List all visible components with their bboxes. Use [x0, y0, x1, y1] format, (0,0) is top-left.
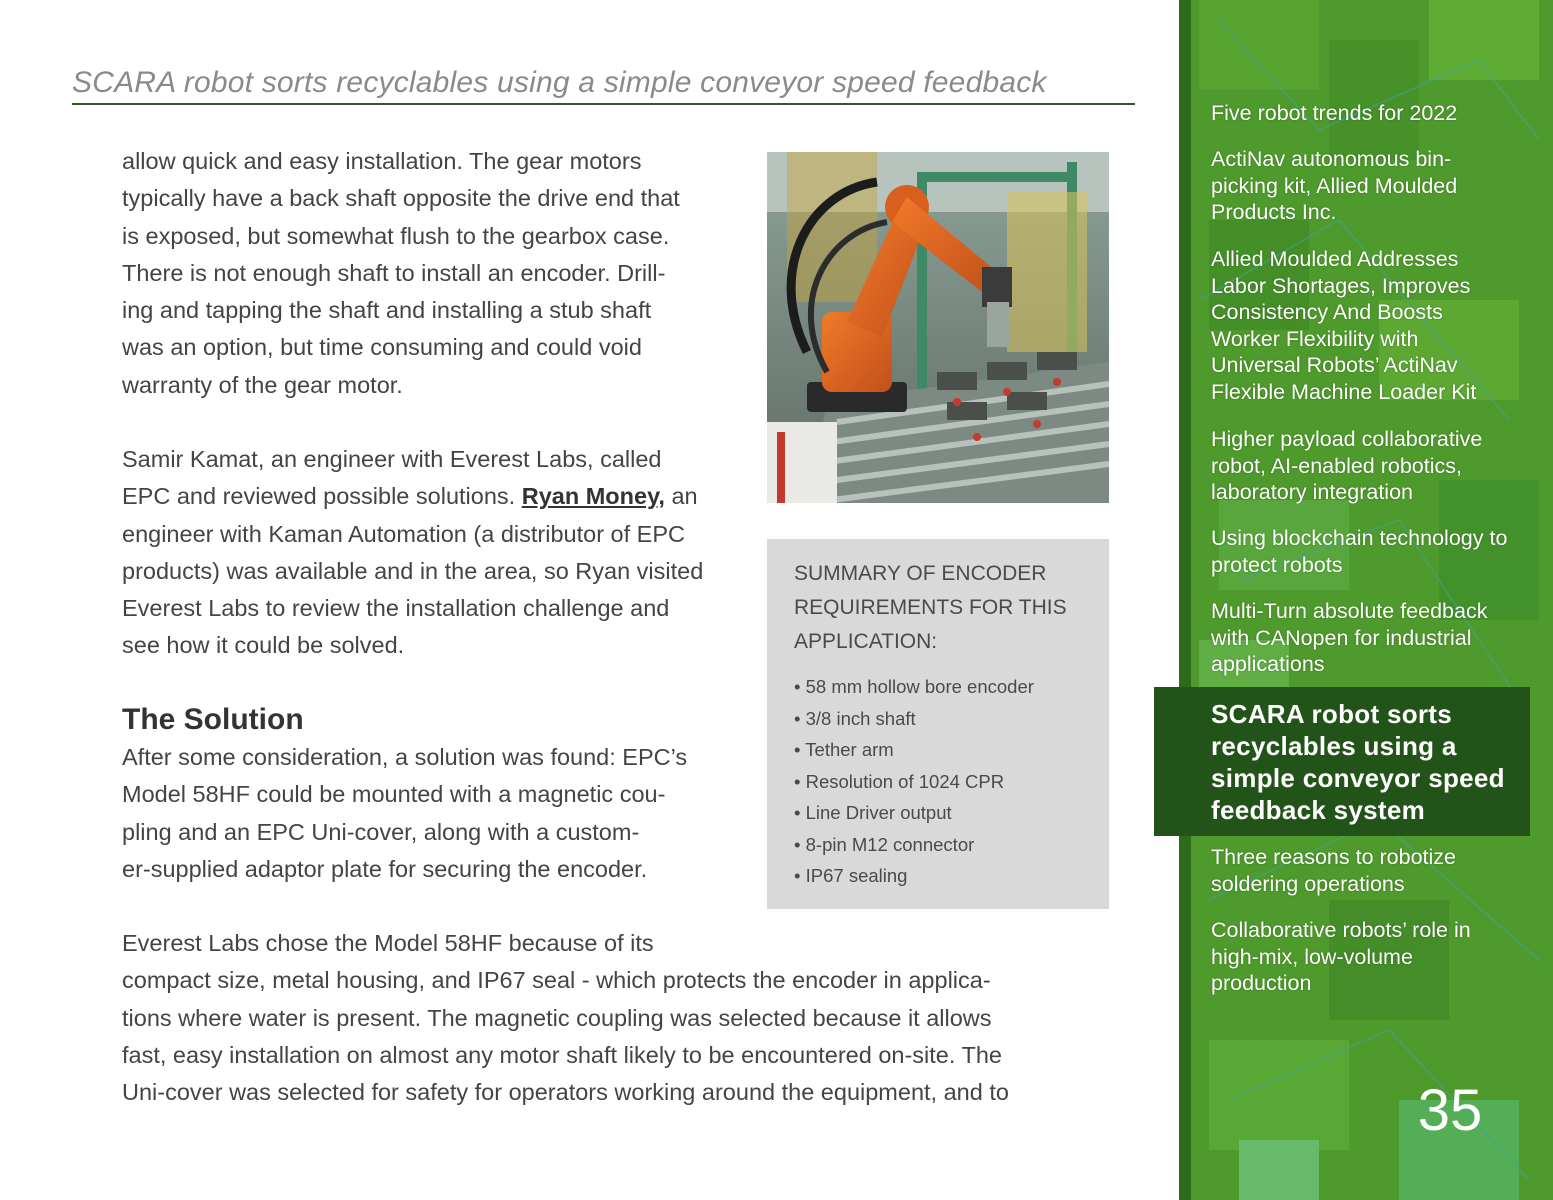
text-line: typically have a back shaft opposite the drive end that: [122, 185, 680, 212]
text-line: fast, easy installation on almost any motor shaft likely to be encountered on-site. The: [122, 1041, 1002, 1068]
robot-arm-illustration: [767, 152, 1109, 503]
page-header-title: SCARA robot sorts recyclables using a simple conveyor speed feedback: [72, 66, 1047, 99]
summary-item: • 8-pin M12 connector: [794, 833, 975, 855]
text-line: There is not enough shaft to install an encoder. Drill-: [122, 259, 666, 286]
article-paragraph-3: [122, 739, 752, 888]
sidebar-item-allied-moulded[interactable]: Allied Moulded Addresses Labor Shortages, Improves Consistency And Boosts Worker Flexibility with Universal Robots’ ActiNav Flexible Machine Loader Kit: [1211, 247, 1477, 404]
text-span: EPC and reviewed possible solutions.: [122, 483, 522, 510]
text-line: ing and tapping the shaft and installing a stub shaft: [122, 297, 652, 324]
text-line: was an option, but time consuming and could void: [122, 334, 642, 361]
text-line: Model 58HF could be mounted with a magnetic cou-: [122, 781, 666, 808]
summary-title: SUMMARY OF ENCODER REQUIREMENTS FOR THIS APPLICATION:: [794, 562, 1067, 653]
header-rule: [72, 103, 1135, 105]
article-paragraph-1: [122, 143, 752, 404]
text-line: Everest Labs chose the Model 58HF because of its: [122, 930, 654, 956]
sidebar-item-higher-payload[interactable]: Higher payload collaborative robot, AI-enabled robotics, laboratory integration: [1211, 427, 1483, 504]
ryan-money-link[interactable]: Ryan Money,: [521, 483, 665, 510]
sidebar-item-five-robot-trends[interactable]: Five robot trends for 2022: [1211, 101, 1458, 125]
summary-item: • Resolution of 1024 CPR: [794, 770, 1005, 792]
summary-item: • Line Driver output: [794, 802, 952, 823]
text-line: is exposed, but somewhat flush to the gearbox case.: [122, 222, 670, 249]
text-line: products) was available and in the area, so Ryan visited: [122, 557, 704, 584]
article-paragraph-2: [122, 441, 752, 665]
sidebar-item-collaborative-robots[interactable]: Collaborative robots’ role in high-mix, low-volume production: [1211, 918, 1471, 995]
summary-item: • 58 mm hollow bore encoder: [794, 676, 1034, 697]
text-line: [122, 478, 752, 515]
sidebar-item-actinav-kit[interactable]: ActiNav autonomous bin-picking kit, Allied Moulded Products Inc.: [1211, 147, 1458, 224]
robot-photo: [767, 152, 1109, 503]
sidebar: [1179, 0, 1553, 1200]
text-line: see how it could be solved.: [122, 632, 405, 659]
text-line: pling and an EPC Uni-cover, along with a custom-: [122, 818, 640, 845]
text-line: tions where water is present. The magnetic coupling was selected because it allows: [122, 1004, 992, 1031]
text-line: Uni-cover was selected for safety for operators working around the equipment, and to: [122, 1079, 1009, 1106]
text-line: engineer with Kaman Automation (a distributor of EPC: [122, 520, 685, 547]
text-line: Samir Kamat, an engineer with Everest Labs, called: [122, 446, 662, 472]
page-number: 35: [1417, 1078, 1483, 1143]
sidebar-item-blockchain[interactable]: Using blockchain technology to protect robots: [1211, 526, 1508, 577]
summary-item: • Tether arm: [794, 739, 894, 760]
text-line: warranty of the gear motor.: [122, 371, 403, 398]
text-line: er-supplied adaptor plate for securing the encoder.: [122, 855, 648, 882]
text-line: Everest Labs to review the installation challenge and: [122, 595, 670, 622]
sidebar-item-soldering[interactable]: Three reasons to robotize soldering operations: [1211, 845, 1456, 896]
article-paragraph-4: [122, 925, 1112, 1111]
text-line: compact size, metal housing, and IP67 seal - which protects the encoder in applica-: [122, 967, 991, 994]
solution-heading: The Solution: [122, 703, 304, 736]
text-line: allow quick and easy installation. The gear motors: [122, 148, 642, 174]
summary-item: • 3/8 inch shaft: [794, 707, 916, 729]
text-span: an: [664, 483, 698, 510]
summary-item: • IP67 sealing: [794, 865, 908, 886]
text-line: After some consideration, a solution was found: EPC’s: [122, 744, 688, 770]
encoder-summary-box: [767, 539, 1109, 909]
sidebar-item-active-scara[interactable]: SCARA robot sorts recyclables using a simple conveyor speed feedback system: [1211, 699, 1505, 825]
summary-list: [794, 671, 1034, 892]
sidebar-item-multi-turn[interactable]: Multi-Turn absolute feedback with CANopen for industrial applications: [1211, 599, 1488, 676]
sidebar-left-band: [1179, 0, 1191, 1200]
